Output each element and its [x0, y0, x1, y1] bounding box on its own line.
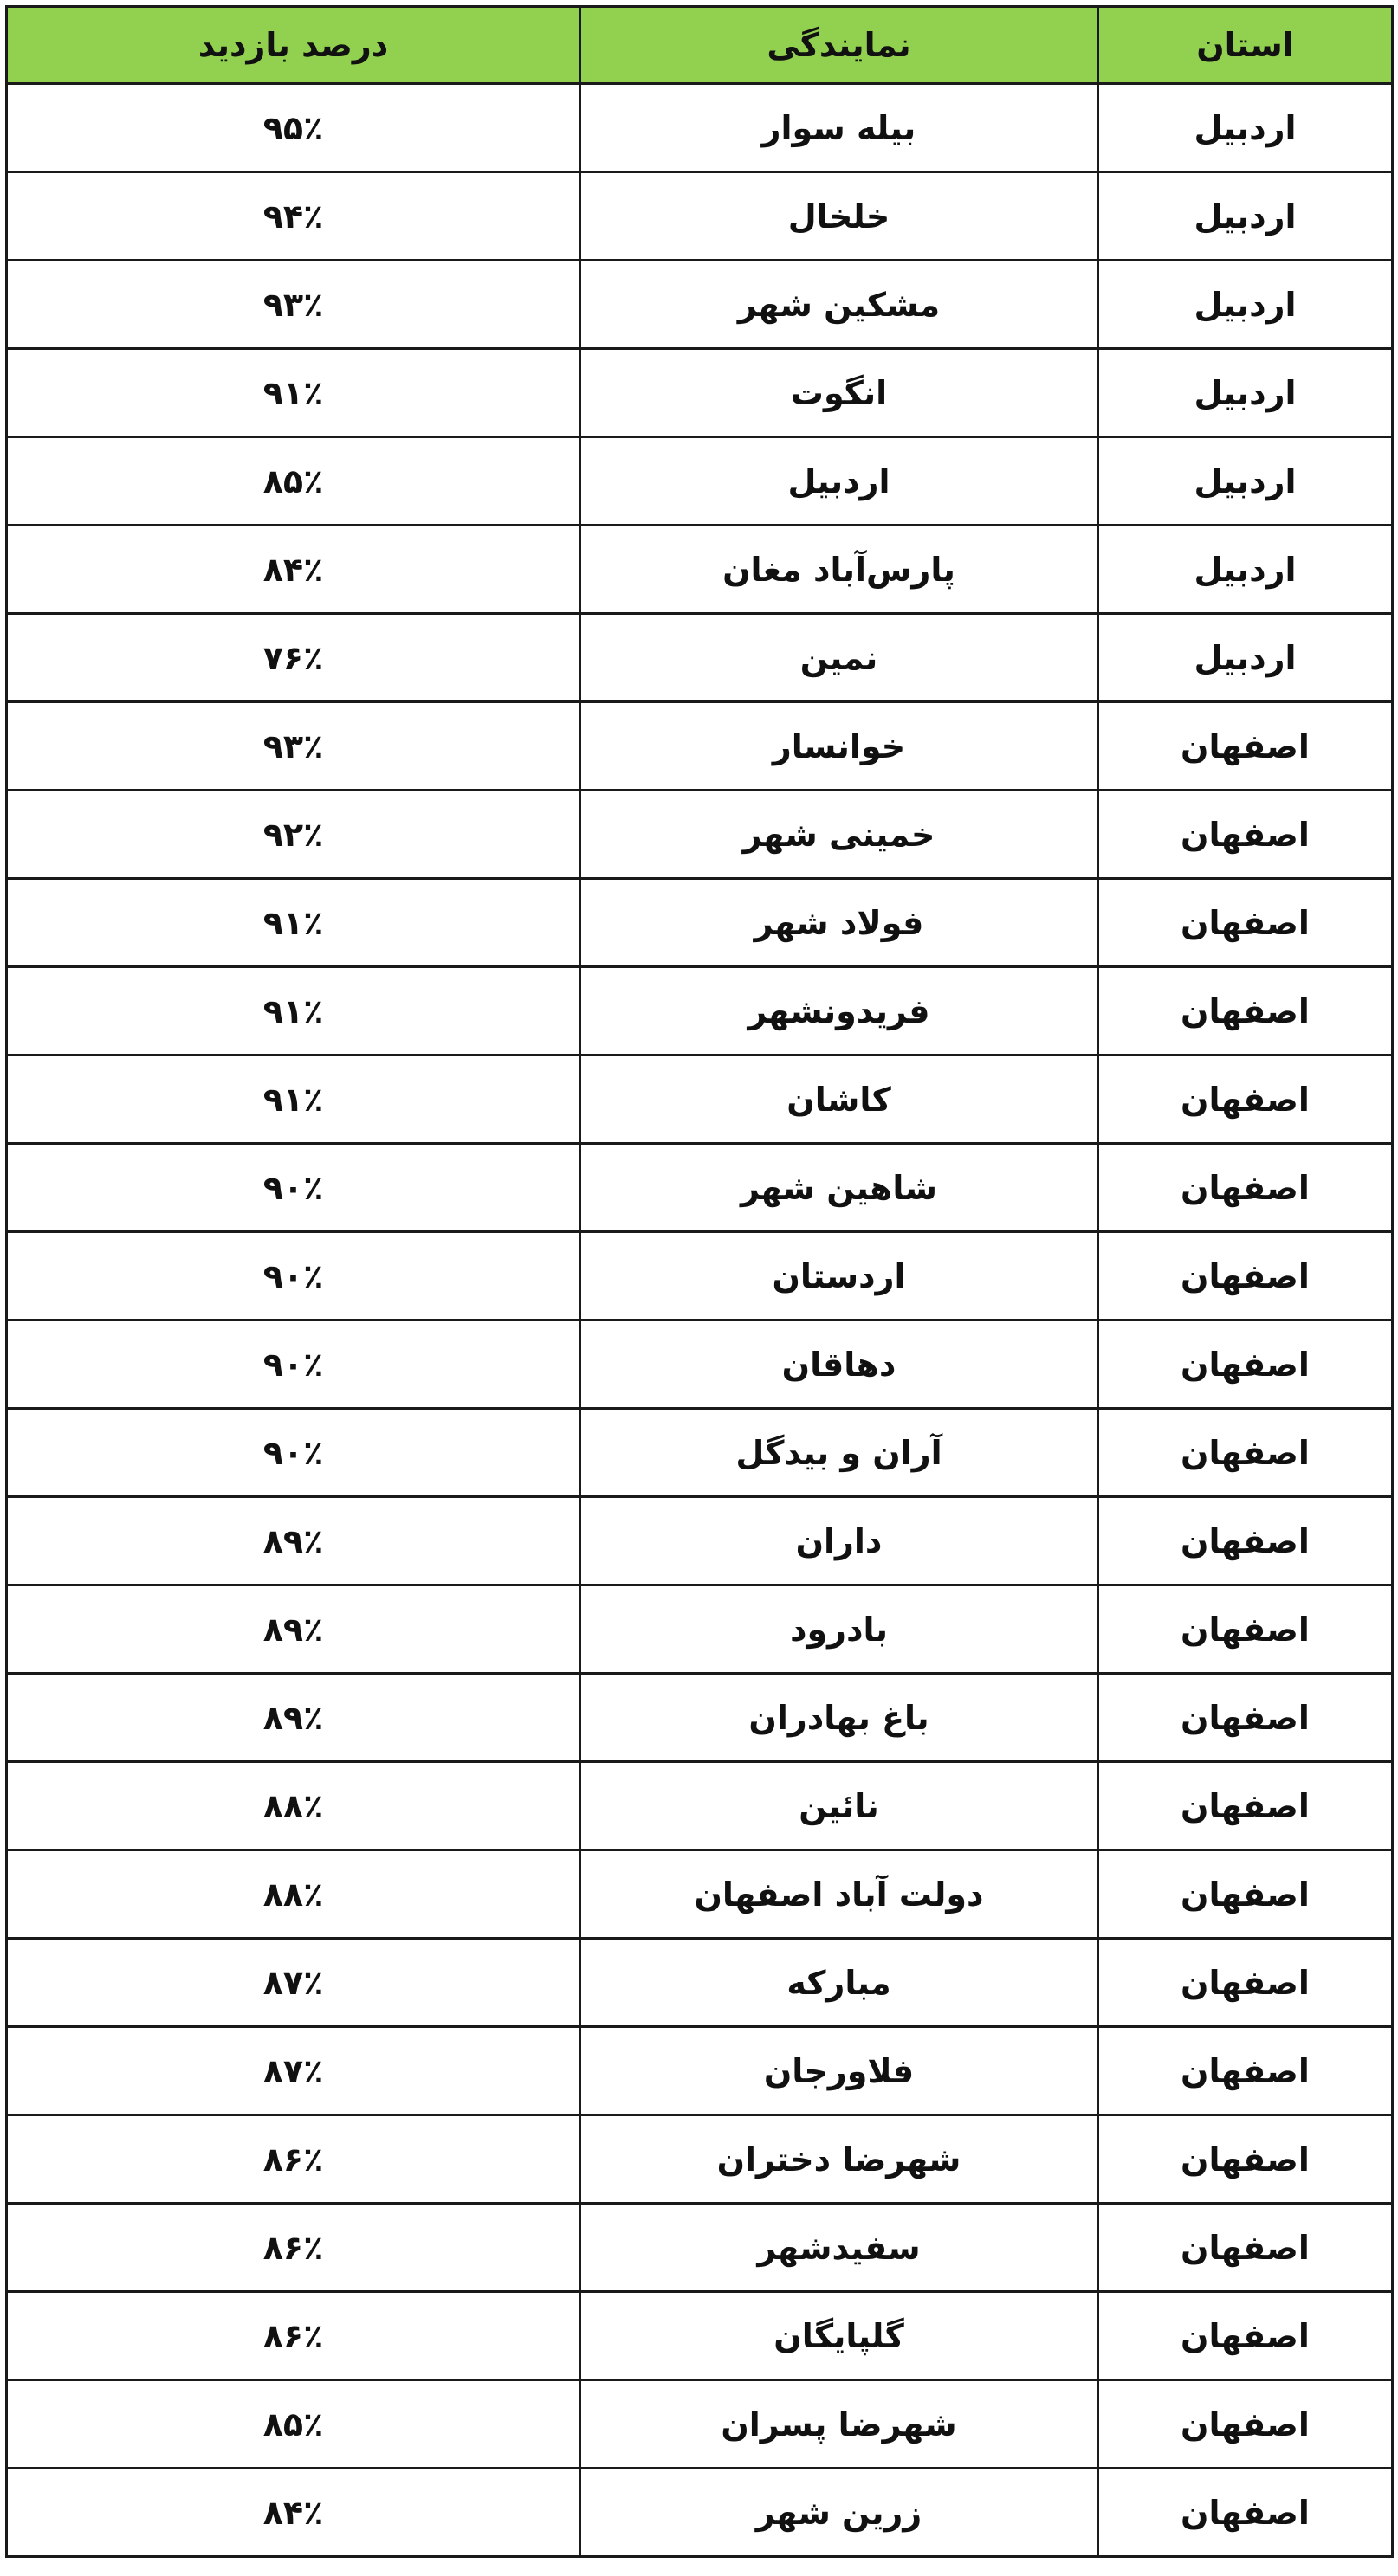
province-cell: اصفهان — [1098, 1939, 1393, 2027]
province-cell: اصفهان — [1098, 879, 1393, 967]
visit-percent-cell: ۹۳٪ — [7, 261, 580, 349]
province-cell: اصفهان — [1098, 1232, 1393, 1320]
visit-percent-cell: ۸۴٪ — [7, 2469, 580, 2557]
province-cell: اصفهان — [1098, 2380, 1393, 2469]
visit-percent-cell: ۹۳٪ — [7, 702, 580, 791]
representative-cell: انگوت — [580, 349, 1098, 437]
table-row — [7, 1939, 1393, 2027]
visit-percent-cell: ۹۰٪ — [7, 1144, 580, 1232]
header-row — [7, 7, 1393, 84]
visit-percent-cell: ۹۱٪ — [7, 967, 580, 1056]
table-row — [7, 437, 1393, 526]
representative-cell: اردستان — [580, 1232, 1098, 1320]
table-row — [7, 791, 1393, 879]
province-cell: اردبیل — [1098, 349, 1393, 437]
table-row — [7, 1674, 1393, 1762]
visit-percent-cell: ۸۶٪ — [7, 2292, 580, 2380]
visit-percent-cell: ۸۹٪ — [7, 1497, 580, 1585]
representative-cell: مشکین شهر — [580, 261, 1098, 349]
province-cell: اصفهان — [1098, 967, 1393, 1056]
representative-cell: آران و بیدگل — [580, 1409, 1098, 1497]
visit-percent-cell: ۸۹٪ — [7, 1674, 580, 1762]
table-row — [7, 1850, 1393, 1939]
province-cell: اصفهان — [1098, 1409, 1393, 1497]
visit-percent-cell: ۹۱٪ — [7, 879, 580, 967]
province-cell: اصفهان — [1098, 1674, 1393, 1762]
table-row — [7, 2380, 1393, 2469]
representative-cell: خمینی شهر — [580, 791, 1098, 879]
representative-cell: نائین — [580, 1762, 1098, 1850]
visit-percent-cell: ۸۸٪ — [7, 1762, 580, 1850]
visits-table-container — [5, 5, 1391, 2570]
header-province: استان — [1098, 7, 1393, 84]
representative-cell: زرین شهر — [580, 2469, 1098, 2557]
representative-cell: بیله سوار — [580, 84, 1098, 172]
representative-cell: شهرضا دختران — [580, 2115, 1098, 2204]
province-cell: اردبیل — [1098, 614, 1393, 702]
province-cell: اصفهان — [1098, 1762, 1393, 1850]
visit-percent-cell: ۹۰٪ — [7, 1320, 580, 1409]
table-row — [7, 2469, 1393, 2557]
visit-percent-cell: ۸۴٪ — [7, 526, 580, 614]
representative-cell: نمین — [580, 614, 1098, 702]
representative-cell: داران — [580, 1497, 1098, 1585]
table-row — [7, 1056, 1393, 1144]
representative-cell: فولاد شهر — [580, 879, 1098, 967]
visit-percent-cell: ۹۵٪ — [7, 84, 580, 172]
table-row — [7, 261, 1393, 349]
visit-percent-cell: ۸۷٪ — [7, 1939, 580, 2027]
visit-percent-cell: ۹۴٪ — [7, 172, 580, 261]
header-visit-percent: درصد بازدید — [7, 7, 580, 84]
visit-percent-cell: ۸۶٪ — [7, 2204, 580, 2292]
table-header — [7, 7, 1393, 84]
table-row — [7, 1232, 1393, 1320]
representative-cell: فریدونشهر — [580, 967, 1098, 1056]
visit-percent-cell: ۸۵٪ — [7, 437, 580, 526]
table-body — [7, 84, 1393, 2557]
table-row — [7, 614, 1393, 702]
table-row — [7, 1409, 1393, 1497]
table-row — [7, 1762, 1393, 1850]
province-cell: اردبیل — [1098, 526, 1393, 614]
province-cell: اصفهان — [1098, 2115, 1393, 2204]
visits-table — [5, 5, 1394, 2558]
visit-percent-cell: ۹۰٪ — [7, 1232, 580, 1320]
representative-cell: اردبیل — [580, 437, 1098, 526]
representative-cell: شهرضا پسران — [580, 2380, 1098, 2469]
visit-percent-cell: ۸۶٪ — [7, 2115, 580, 2204]
table-row — [7, 2292, 1393, 2380]
visit-percent-cell: ۸۹٪ — [7, 1585, 580, 1674]
province-cell: اصفهان — [1098, 1497, 1393, 1585]
province-cell: اصفهان — [1098, 1144, 1393, 1232]
visit-percent-cell: ۷۶٪ — [7, 614, 580, 702]
table-row — [7, 349, 1393, 437]
province-cell: اصفهان — [1098, 2204, 1393, 2292]
province-cell: اصفهان — [1098, 1585, 1393, 1674]
visit-percent-cell: ۸۵٪ — [7, 2380, 580, 2469]
province-cell: اصفهان — [1098, 702, 1393, 791]
visit-percent-cell: ۹۲٪ — [7, 791, 580, 879]
representative-cell: پارس‌آباد مغان — [580, 526, 1098, 614]
table-row — [7, 172, 1393, 261]
visit-percent-cell: ۹۱٪ — [7, 349, 580, 437]
header-representative: نمایندگی — [580, 7, 1098, 84]
table-row — [7, 879, 1393, 967]
visit-percent-cell: ۸۸٪ — [7, 1850, 580, 1939]
representative-cell: خوانسار — [580, 702, 1098, 791]
representative-cell: سفیدشهر — [580, 2204, 1098, 2292]
table-row — [7, 1497, 1393, 1585]
province-cell: اصفهان — [1098, 2292, 1393, 2380]
representative-cell: بادرود — [580, 1585, 1098, 1674]
table-row — [7, 967, 1393, 1056]
table-row — [7, 1144, 1393, 1232]
table-row — [7, 2204, 1393, 2292]
table-row — [7, 1320, 1393, 1409]
table-row — [7, 702, 1393, 791]
province-cell: اردبیل — [1098, 261, 1393, 349]
province-cell: اردبیل — [1098, 172, 1393, 261]
representative-cell: کاشان — [580, 1056, 1098, 1144]
province-cell: اصفهان — [1098, 1850, 1393, 1939]
table-row — [7, 2027, 1393, 2115]
representative-cell: شاهین شهر — [580, 1144, 1098, 1232]
table-row — [7, 526, 1393, 614]
province-cell: اصفهان — [1098, 2469, 1393, 2557]
province-cell: اردبیل — [1098, 437, 1393, 526]
representative-cell: فلاورجان — [580, 2027, 1098, 2115]
table-row — [7, 84, 1393, 172]
province-cell: اصفهان — [1098, 1320, 1393, 1409]
table-row — [7, 2115, 1393, 2204]
province-cell: اصفهان — [1098, 2027, 1393, 2115]
visit-percent-cell: ۹۱٪ — [7, 1056, 580, 1144]
representative-cell: گلپایگان — [580, 2292, 1098, 2380]
representative-cell: دهاقان — [580, 1320, 1098, 1409]
representative-cell: دولت آباد اصفهان — [580, 1850, 1098, 1939]
representative-cell: خلخال — [580, 172, 1098, 261]
representative-cell: مبارکه — [580, 1939, 1098, 2027]
representative-cell: باغ بهادران — [580, 1674, 1098, 1762]
visit-percent-cell: ۸۷٪ — [7, 2027, 580, 2115]
visit-percent-cell: ۹۰٪ — [7, 1409, 580, 1497]
province-cell: اردبیل — [1098, 84, 1393, 172]
table-row — [7, 1585, 1393, 1674]
province-cell: اصفهان — [1098, 791, 1393, 879]
province-cell: اصفهان — [1098, 1056, 1393, 1144]
